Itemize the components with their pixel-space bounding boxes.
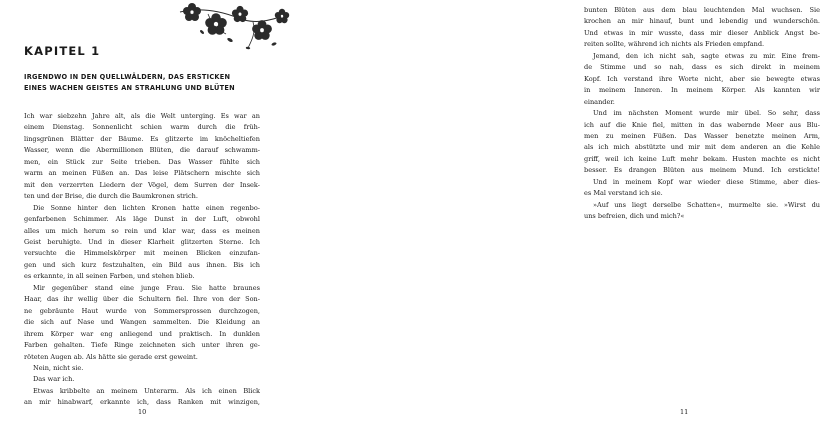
text-line: men, ein Stück zur Seite trieben. Das Wasser fühlte sich <box>24 157 260 166</box>
chapter-title: KAPITEL 1 <box>24 44 101 58</box>
page-number-right: 11 <box>680 408 689 416</box>
text-line: Geist beruhigte. Und in dieser Klarheit glitzerten Sterne. Ich <box>24 237 260 246</box>
text-line: Wasser, wenn die Abermillionen Blüten, die darauf schwamm- <box>24 146 260 155</box>
page-number-left: 10 <box>138 408 147 416</box>
text-line: Das war ich. <box>33 375 75 384</box>
text-line: versuchte die Himmelskörper mit meinen Blicken einzufan- <box>24 249 260 258</box>
text-line: es Mal verstand ich sie. <box>584 189 663 198</box>
text-line: Jemand, den ich nicht sah, sagte etwas zu mir. Eine frem- <box>593 51 820 60</box>
text-line: reiten sollte, während ich nichts als Frieden empfand. <box>584 40 765 49</box>
text-line: bunten Blüten aus dem blau leuchtenden Mal wuchsen. Sie <box>584 6 820 14</box>
text-line: Und in meinem Kopf war wieder diese Stimme, aber dies- <box>593 177 820 186</box>
text-line: röteten Augen ab. Als hätte sie gerade erst geweint. <box>24 352 198 361</box>
text-line: Die Sonne hinter den lichten Kronen hatte einen regenbo- <box>33 203 260 212</box>
text-line: griff, weil ich keine Luft mehr bekam. Husten machte es nicht <box>584 154 820 163</box>
text-line: warm an meinen Füßen an. Das leise Plätschern mischte sich <box>24 169 260 178</box>
text-line: Kopf. Ich verstand ihre Worte nicht, aber sie bewegte etwas <box>584 74 820 83</box>
right-page <box>275 0 820 438</box>
text-line: Nein, nicht sie. <box>33 363 84 372</box>
text-line: einander. <box>584 97 615 106</box>
text-line: men zu meinen Füßen. Das Wasser benetzte meinen Arm, <box>584 131 820 140</box>
text-line: Etwas kribbelte an meinem Unterarm. Als ich einen Blick <box>33 386 260 395</box>
text-line: mit den verzerrten Liedern der Vögel, dem Surren der Insek- <box>24 180 260 189</box>
text-line: alles um mich herum so rein und klar war, dass es meinen <box>24 226 260 235</box>
right-page-body-text <box>584 5 820 223</box>
text-line: Haar, das ihr wellig über die Schultern fiel. Ihre von der Son- <box>24 295 260 304</box>
chapter-subtitle-line: IRGENDWO IN DEN QUELLWÄLDERN, DAS ERSTICKEN <box>24 73 231 81</box>
left-page <box>0 0 275 438</box>
text-line: in meinem Inneren. In meinem Körper. Als kannten wir <box>584 86 820 95</box>
text-line: lingsgrünen Blätter der Bäume. Es glitzerte im knöcheltiefen <box>24 134 260 143</box>
text-line: ten und der Brise, die durch die Baumkronen strich. <box>24 192 198 201</box>
text-line: uns befreien, dich und mich?« <box>584 212 685 221</box>
text-line: Und im nächsten Moment wurde mir übel. So sehr, dass <box>593 109 820 118</box>
text-line: an mir hinabwarf, erkannte ich, dass Ranken mit winzigen, <box>24 398 260 407</box>
text-line: besser. Es drangen Blüten aus meinem Mund. Ich erstickte! <box>584 166 820 175</box>
text-line: gen und sich kurz festzuhalten, ein Bild aus ihnen. Bis ich <box>24 260 260 269</box>
text-line: ihrem Körper war eng anliegend und praktisch. In dunklen <box>24 329 260 338</box>
text-line: ich auf die Knie fiel, mitten in das wabernde Meer aus Blu- <box>584 120 820 129</box>
text-line: ne gebräunte Haut wurde von Sommersprossen durchzogen, <box>24 306 260 315</box>
text-line: Ich war siebzehn Jahre alt, als die Welt unterging. Es war an <box>24 112 260 120</box>
chapter-subtitle-line: EINES WACHEN GEISTES AN STRAHLUNG UND BLÜTEN <box>24 83 235 92</box>
text-line: genfarbenen Schimmer. Als läge Dunst in der Luft, obwohl <box>24 215 260 224</box>
chapter-subtitle <box>24 72 264 93</box>
text-line: es erkannte, in all seinen Farben, und stehen blieb. <box>24 272 195 281</box>
left-page-body-text <box>24 111 260 409</box>
text-line: Farben gehalten. Tiefe Ringe zeichneten sich unter ihren ge- <box>24 341 260 350</box>
text-line: Mir gegenüber stand eine junge Frau. Sie hatte braunes <box>33 283 260 292</box>
text-line: de Stimme und so nah, dass es sich direkt in meinem <box>584 63 820 72</box>
text-line: Und etwas in mir wusste, dass mir dieser Anblick Angst be- <box>584 28 820 37</box>
text-line: einem Dienstag. Sonnenlicht schien warm durch die früh- <box>24 123 260 132</box>
text-line: krochen an mir hinauf, bunt und lebendig und wunderschön. <box>584 17 820 26</box>
text-line: die sich auf Nase und Wangen sammelten. Die Kleidung an <box>24 318 260 327</box>
text-line: als ich mich abstützte und mir mit dem anderen an die Kehle <box>584 143 820 152</box>
text-line: »Auf uns liegt derselbe Schatten«, murmelte sie. »Wirst du <box>593 200 820 209</box>
